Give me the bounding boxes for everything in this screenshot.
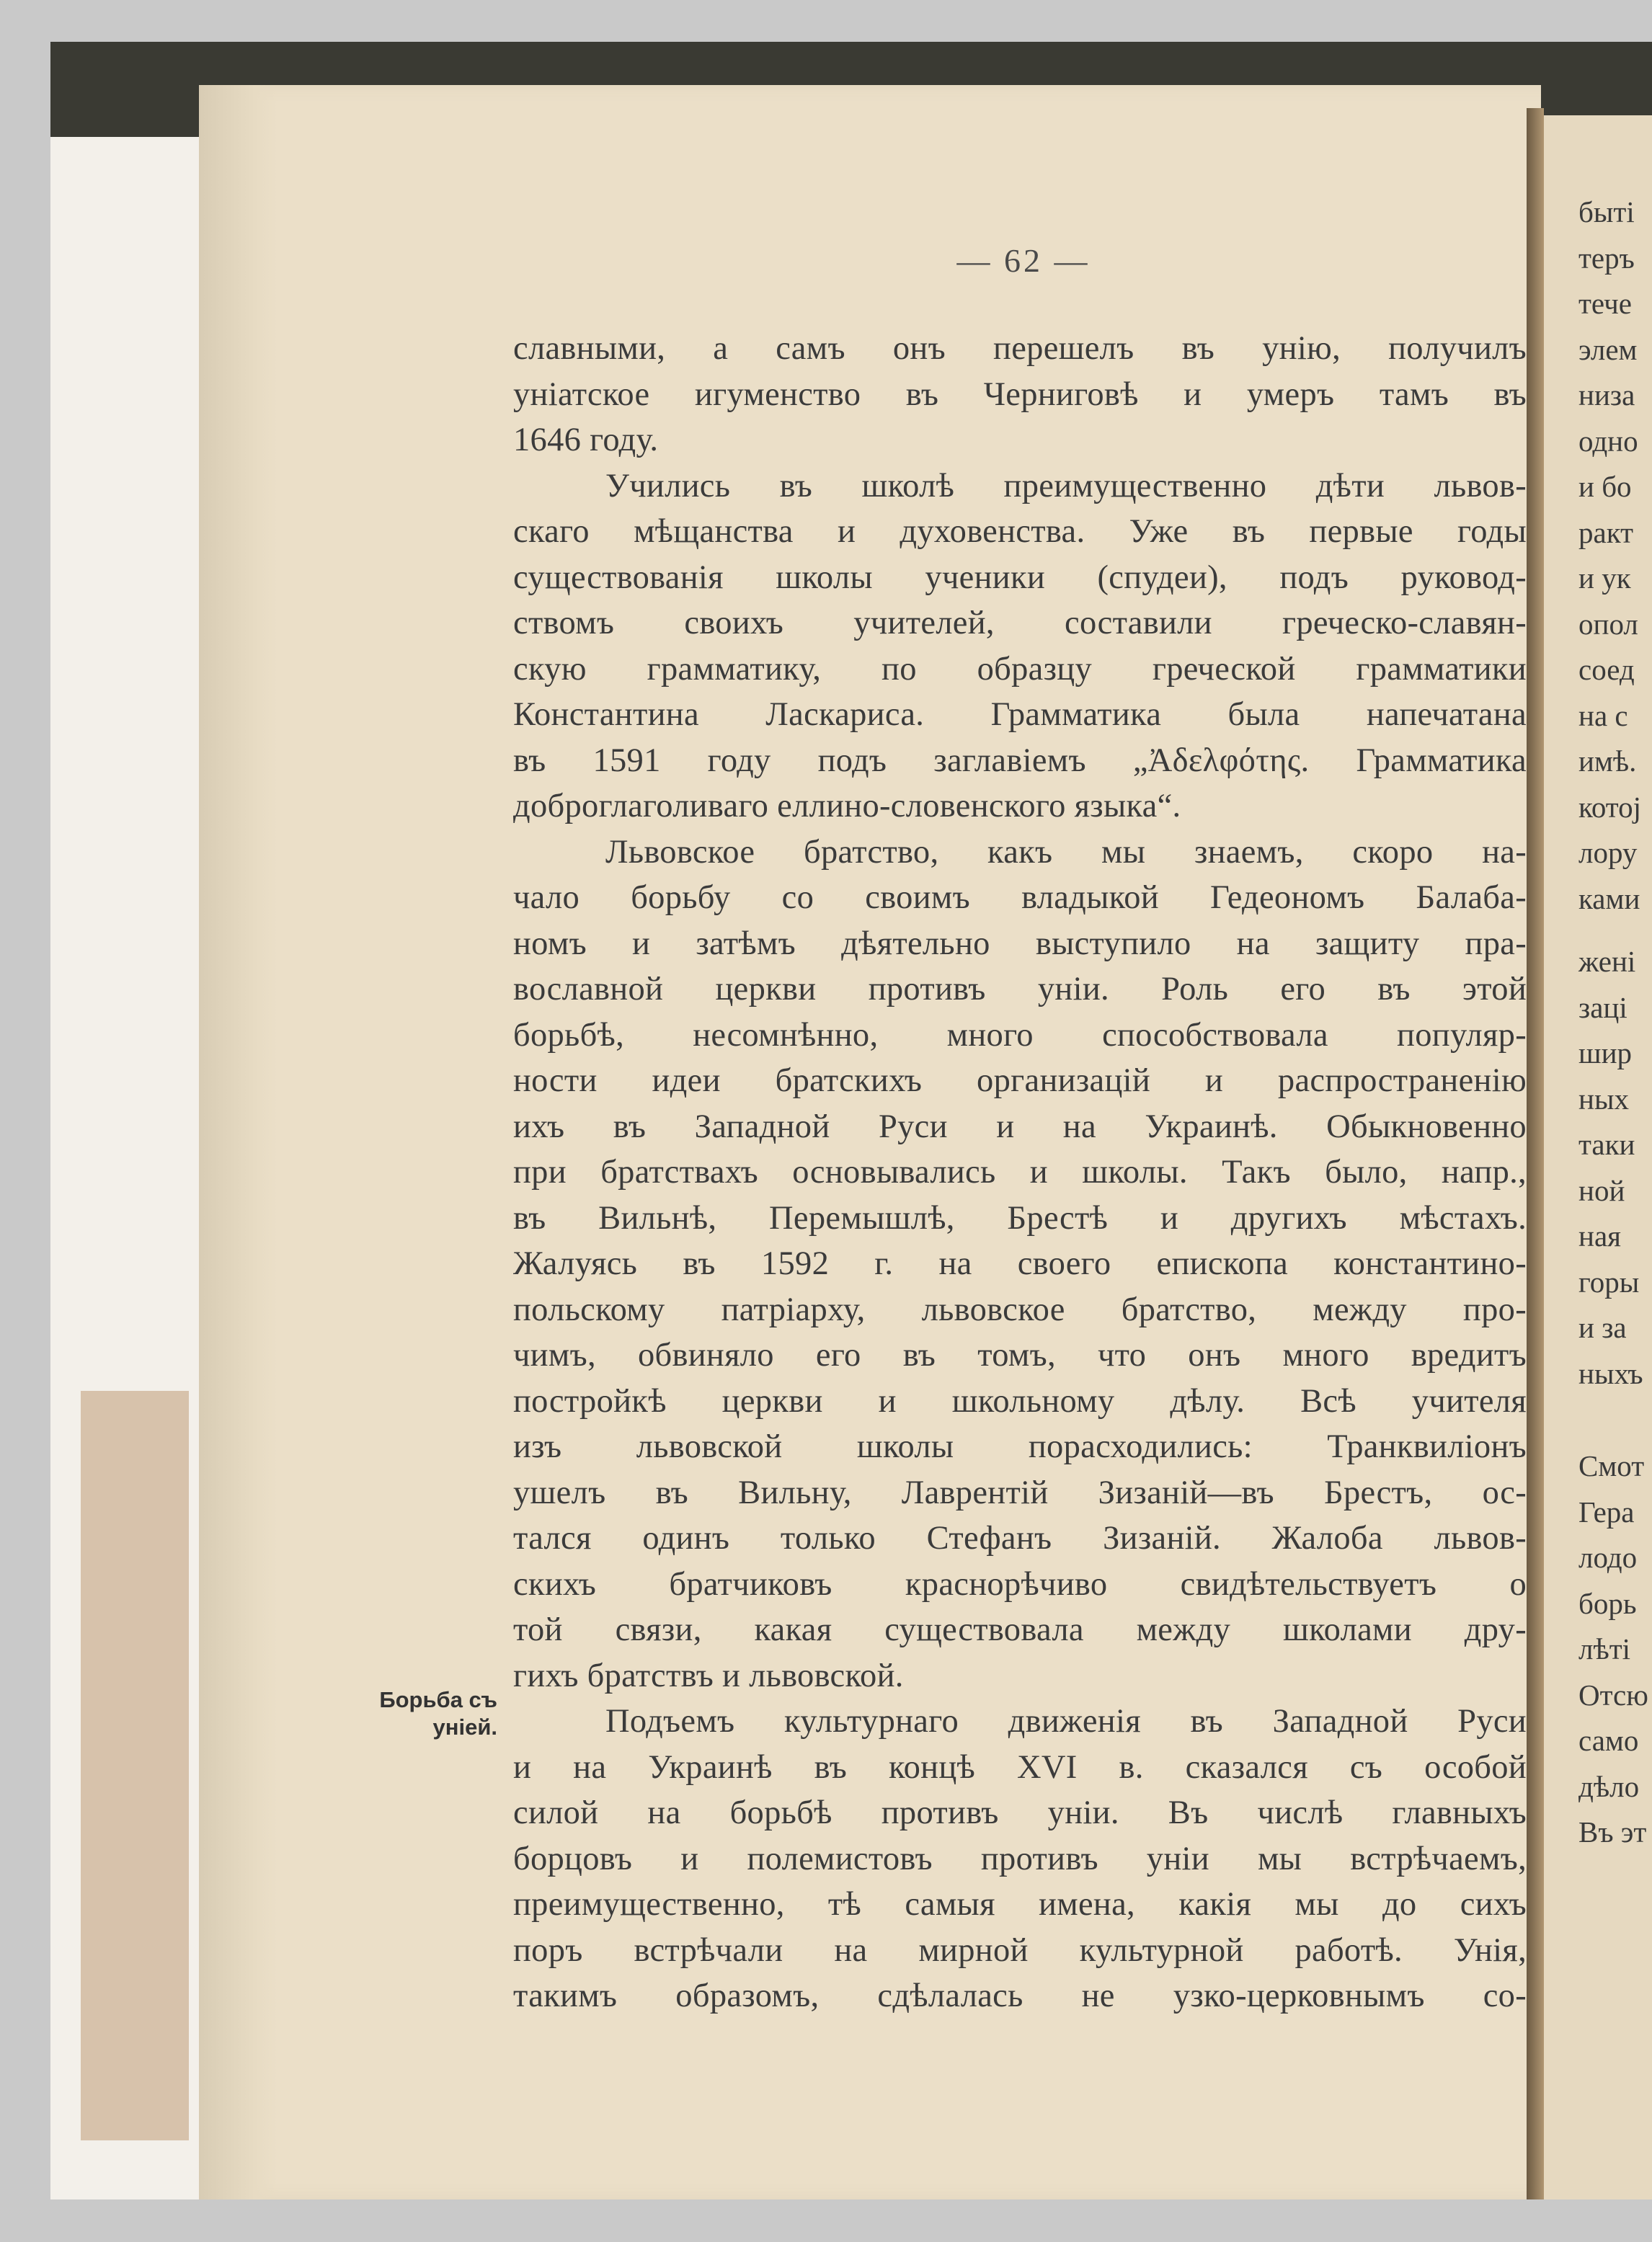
text-line: ихъ въ Западной Руси и на Украинѣ. Обыкновенно — [513, 1108, 1527, 1145]
text-line: постройкѣ церкви и школьному дѣлу. Всѣ учителя — [513, 1382, 1527, 1420]
adjacent-page-line: ками — [1578, 881, 1640, 915]
adjacent-page-line: опол — [1578, 607, 1638, 641]
adjacent-page-line: ная — [1578, 1219, 1621, 1253]
adjacent-page-line: само — [1578, 1724, 1639, 1757]
text-line: такимъ образомъ, сдѣлалась не узко-церковнымъ со- — [513, 1978, 1527, 2014]
text-line: гихъ братствъ и львовской. — [513, 1657, 904, 1694]
text-line: Константина Ласкариса. Грамматика была напечатана — [513, 696, 1527, 733]
text-line: чимъ, обвиняло его въ томъ, что онъ много вредитъ — [513, 1337, 1527, 1374]
text-line: изъ львовской школы порасходились: Транквиліонъ — [513, 1428, 1527, 1465]
adjacent-page-line: Въ эт — [1578, 1815, 1647, 1849]
adjacent-page-line: соед — [1578, 653, 1635, 686]
text-line: Львовское братство, какъ мы знаемъ, скоро на- — [605, 833, 1527, 871]
adjacent-page-line: ной — [1578, 1173, 1625, 1207]
text-line: той связи, какая существовала между школами дру- — [513, 1611, 1527, 1648]
page-number: — 62 — — [956, 242, 1091, 279]
page-body-text — [513, 326, 1527, 2019]
adjacent-page-line: лѣті — [1578, 1632, 1631, 1665]
text-line: скаго мѣщанства и духовенства. Уже въ первые годы — [513, 513, 1527, 550]
text-line: преимущественно, тѣ самыя имена, какія мы до сихъ — [513, 1886, 1527, 1923]
text-line: въ Вильнѣ, Перемышлѣ, Брестѣ и другихъ мѣстахъ. — [513, 1199, 1527, 1237]
adjacent-page-line: и ук — [1578, 561, 1631, 595]
text-line: Подъемъ культурнаго движенія въ Западной Руси — [605, 1703, 1527, 1740]
adjacent-page-line: и за — [1578, 1311, 1627, 1344]
adjacent-page-line: заці — [1578, 990, 1627, 1024]
text-line: 1646 году. — [513, 422, 659, 458]
adjacent-page-line: быті — [1578, 195, 1635, 228]
adjacent-page-fragment — [1544, 115, 1652, 2199]
text-line: ности идеи братскихъ организацій и распространенію — [513, 1062, 1527, 1099]
adjacent-page-line: лодо — [1578, 1541, 1638, 1574]
text-line: вославной церкви противъ уніи. Роль его въ этой — [513, 971, 1527, 1007]
adjacent-page-line: котој — [1578, 790, 1642, 824]
text-line: уніатское игуменство въ Черниговѣ и умеръ тамъ въ — [513, 375, 1527, 413]
text-line: ствомъ своихъ учителей, составили греческо-славян- — [513, 605, 1527, 641]
margin-note-line: Борьба съ — [379, 1687, 497, 1712]
page-gutter — [199, 85, 278, 2199]
adjacent-page-line: ныхъ — [1578, 1356, 1643, 1390]
adjacent-page-line: теръ — [1578, 241, 1635, 275]
text-line: номъ и затѣмъ дѣятельно выступило на защиту пра- — [513, 925, 1527, 962]
background-strip — [81, 1391, 189, 2140]
adjacent-page-line: низа — [1578, 378, 1635, 412]
margin-note-line: уніей. — [432, 1714, 497, 1740]
adjacent-page-line: элем — [1578, 332, 1638, 366]
adjacent-page-line: ных — [1578, 1082, 1629, 1116]
adjacent-page-line: ракт — [1578, 515, 1633, 549]
text-line: ушелъ въ Вильну, Лаврентій Зизаній—въ Брестъ, ос- — [513, 1474, 1527, 1511]
adjacent-page-line: борь — [1578, 1586, 1637, 1620]
text-line: Учились въ школѣ преимущественно дѣти львов- — [605, 467, 1527, 504]
adjacent-page-line: Отсю — [1578, 1678, 1648, 1712]
text-line: борцовъ и полемистовъ противъ уніи мы встрѣчаемъ, — [513, 1840, 1527, 1877]
text-line: чало борьбу со своимъ владыкой Гедеономъ Балаба- — [513, 879, 1527, 916]
margin-note — [368, 1686, 497, 1741]
adjacent-page-line: шир — [1578, 1036, 1633, 1069]
text-line: силой на борьбѣ противъ уніи. Въ числѣ главныхъ — [513, 1794, 1527, 1831]
adjacent-page-line: одно — [1578, 424, 1638, 458]
text-line: Жалуясь въ 1592 г. на своего епископа константино- — [513, 1245, 1527, 1282]
text-line: поръ встрѣчали на мирной культурной работѣ. Унія, — [513, 1931, 1527, 1969]
text-line: скую грамматику, по образцу греческой грамматики — [513, 650, 1527, 688]
adjacent-page-line: жені — [1578, 945, 1636, 978]
text-line: существованія школы ученики (спудеи), подъ руковод- — [513, 559, 1527, 596]
text-line: при братствахъ основывались и школы. Такъ было, напр., — [513, 1154, 1527, 1191]
text-line: скихъ братчиковъ краснорѣчиво свидѣтельствуетъ о — [513, 1565, 1527, 1603]
adjacent-page-line: Гера — [1578, 1495, 1635, 1529]
adjacent-page-line: на с — [1578, 698, 1628, 732]
text-line: доброглаголиваго еллино-словенского языка“. — [513, 788, 1181, 824]
adjacent-page-line: и бо — [1578, 470, 1632, 503]
page-edge-shadow — [1527, 108, 1544, 2199]
adjacent-page-line: дѣло — [1578, 1769, 1640, 1803]
text-line: польскому патріарху, львовское братство, между про- — [513, 1291, 1527, 1328]
text-line: въ 1591 году подъ заглавіемъ „Ἀδελφότης. Грамматика — [513, 742, 1527, 779]
adjacent-page-line: таки — [1578, 1128, 1635, 1161]
text-line: славными, а самъ онъ перешелъ въ унію, получилъ — [513, 330, 1527, 367]
adjacent-page-line: Смот — [1578, 1449, 1645, 1482]
text-line: борьбѣ, несомнѣнно, много способствовала популяр- — [513, 1016, 1527, 1054]
text-line: тался одинъ только Стефанъ Зизаній. Жалоба львов- — [513, 1520, 1527, 1557]
adjacent-page-line: имѣ. — [1578, 744, 1637, 778]
adjacent-page-line: горы — [1578, 1265, 1640, 1299]
adjacent-page-line: лору — [1578, 836, 1638, 869]
text-line: и на Украинѣ въ концѣ XVI в. сказался съ особой — [513, 1748, 1527, 1786]
adjacent-page-line: тече — [1578, 287, 1632, 320]
